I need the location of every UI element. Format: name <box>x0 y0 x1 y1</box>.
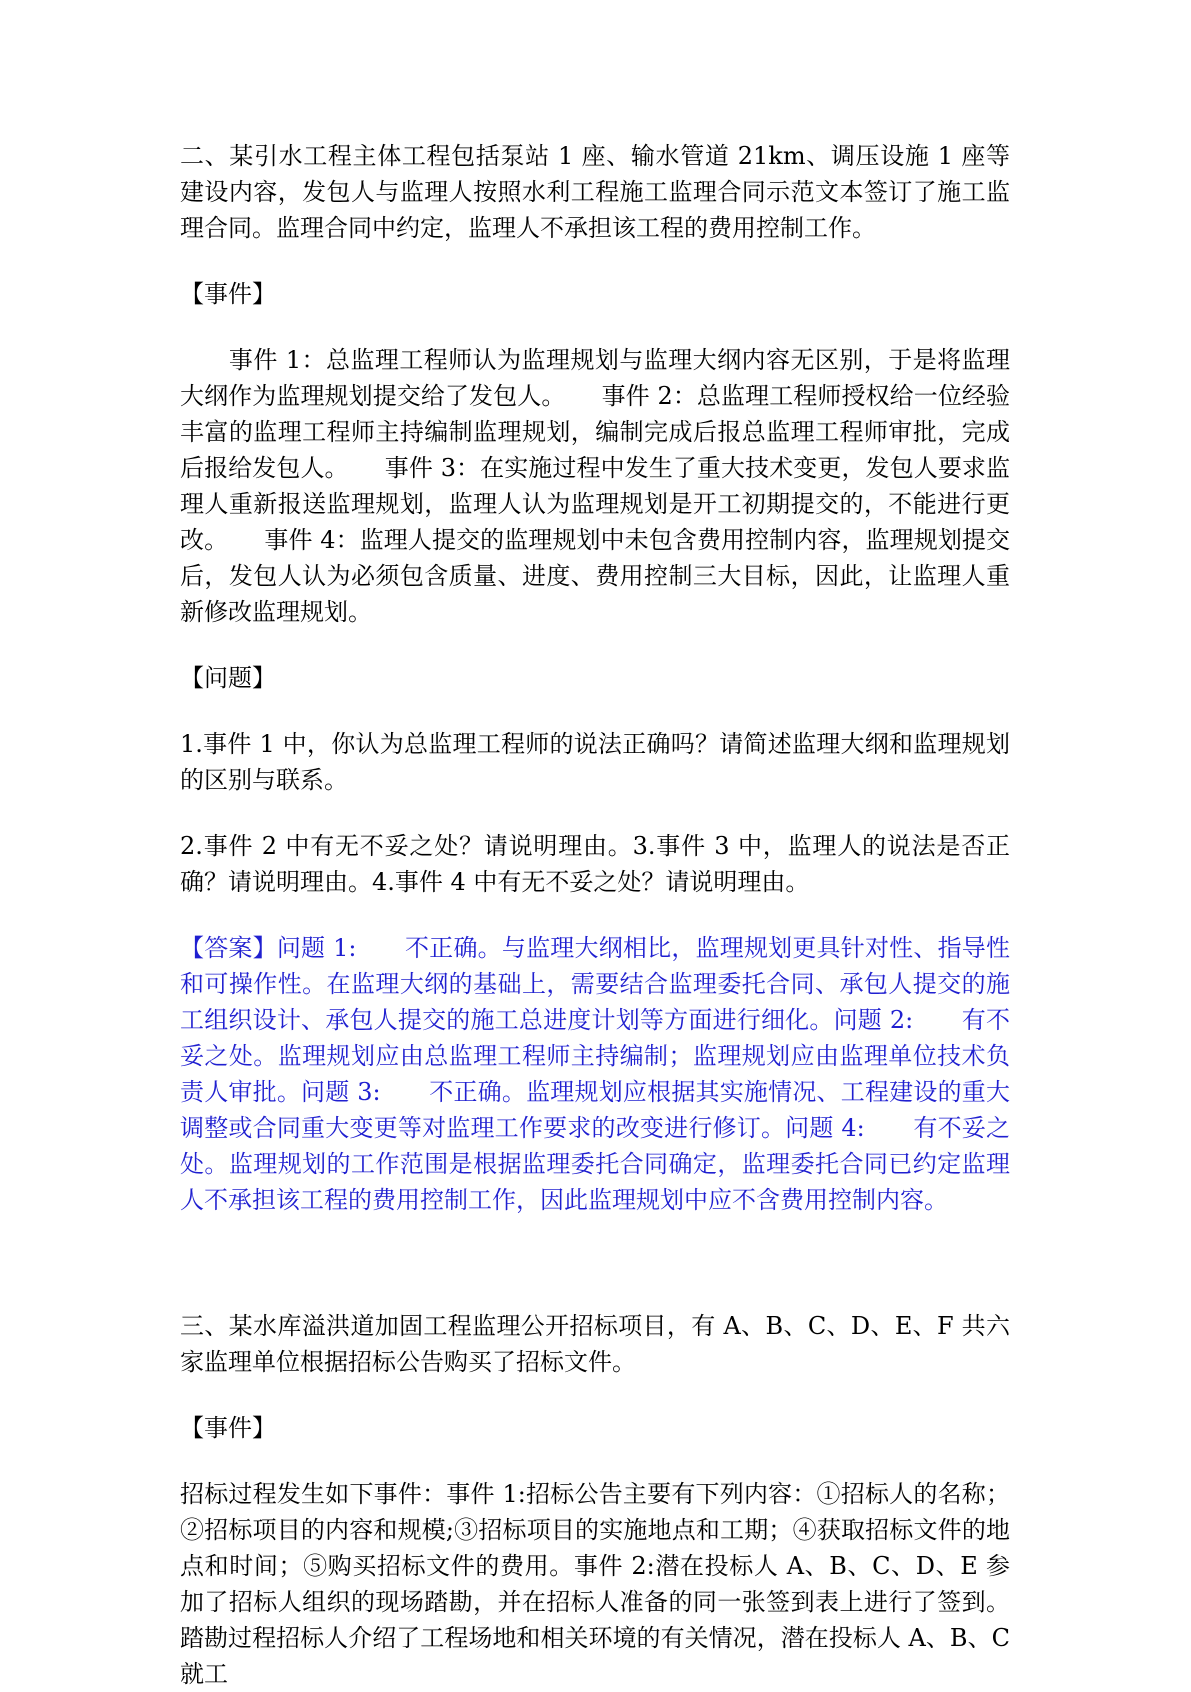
section3-intro: 三、某水库溢洪道加固工程监理公开招标项目，有 A、B、C、D、E、F 共六家监理单位根据招标公告购买了招标文件。 <box>180 1312 1010 1376</box>
answer-label: 【答案】 <box>180 934 277 962</box>
document-page <box>180 138 1010 1692</box>
answer-block <box>180 930 1010 1218</box>
section3-events-text: 招标过程发生如下事件：事件 1:招标公告主要有下列内容：①招标人的名称；②招标项目的内容和规模;③招标项目的实施地点和工期；④获取招标文件的地点和时间；⑤购买招标文件的费用。事件 2:潜在投标人 A、B、C、D、E 参加了招标人组织的现场踏勘，并在招标人准备的同一张签到表上进行了签到。踏勘过程招标人介绍了工程场地和相关环境的有关情况，潜在投标人 A、B、C 就工 <box>180 1480 1010 1688</box>
answer-text: 问题 1: 不正确。与监理大纲相比，监理规划更具针对性、指导性和可操作性。在监理大纲的基础上，需要结合监理委托合同、承包人提交的施工组织设计、承包人提交的施工总进度计划等方面进行细化。问题 2: 有不妥之处。监理规划应由总监理工程师主持编制；监理规划应由监理单位技术负责人审批。问题 3: 不正确。监理规划应根据其实施情况、工程建设的重大调整或合同重大变更等对监理工作要求的改变进行修订。问题 4: 有不妥之处。监理规划的工作范围是根据监理委托合同确定，监理委托合同已约定监理人不承担该工程的费用控制工作，因此监理规划中应不含费用控制内容。 <box>180 934 1011 1214</box>
section2-questions-heading: 【问题】 <box>180 664 276 692</box>
section3-events-heading: 【事件】 <box>180 1414 276 1442</box>
question-1: 1.事件 1 中，你认为总监理工程师的说法正确吗？请简述监理大纲和监理规划的区别与联系。 <box>180 730 1010 794</box>
section2-intro: 二、某引水工程主体工程包括泵站 1 座、输水管道 21km、调压设施 1 座等建设内容，发包人与监理人按照水利工程施工监理合同示范文本签订了施工监理合同。监理合同中约定，监理人不承担该工程的费用控制工作。 <box>180 142 1010 242</box>
section2-events-heading: 【事件】 <box>180 280 276 308</box>
section2-events-text: 事件 1：总监理工程师认为监理规划与监理大纲内容无区别，于是将监理大纲作为监理规划提交给了发包人。 事件 2：总监理工程师授权给一位经验丰富的监理工程师主持编制监理规划，编制完成后报总监理工程师审批，完成后报给发包人。 事件 3：在实施过程中发生了重大技术变更，发包人要求监理人重新报送监理规划，监理人认为监理规划是开工初期提交的，不能进行更改。 事件 4：监理人提交的监理规划中未包含费用控制内容，监理规划提交后，发包人认为必须包含质量、进度、费用控制三大目标，因此，让监理人重新修改监理规划。 <box>180 346 1010 626</box>
questions-2-4: 2.事件 2 中有无不妥之处？请说明理由。3.事件 3 中，监理人的说法是否正确？请说明理由。4.事件 4 中有无不妥之处？请说明理由。 <box>180 832 1010 896</box>
